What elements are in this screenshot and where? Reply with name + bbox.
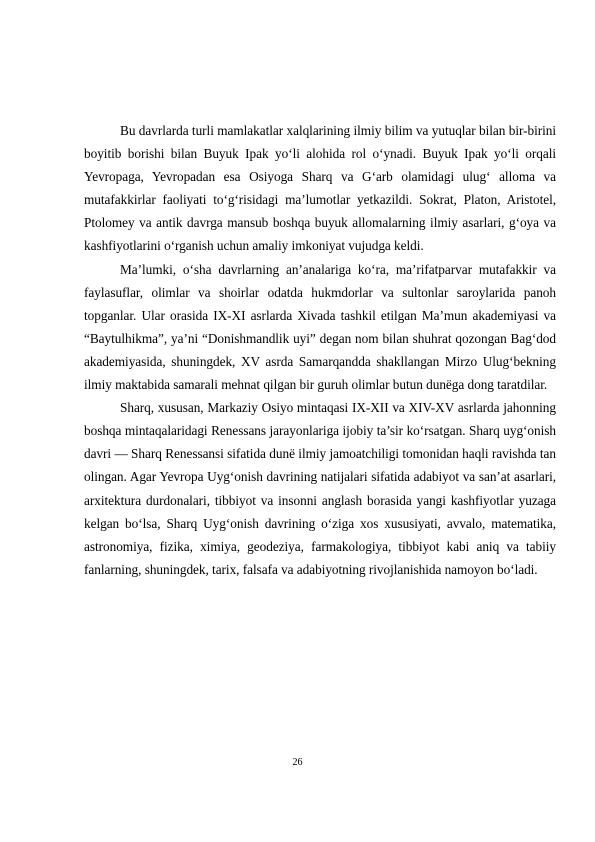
document-body	[84, 119, 556, 581]
paragraph: Sharq, xususan, Markaziy Osiyo mintaqasi IX-XII va XIV-XV asrlarda jahonning boshqa mintaqalaridagi Renessans jarayonlariga ijobiy ta’sir ko‘rsatgan. Sharq uyg‘onish davri — Sharq Renessansi sifatida dunё ilmiy jamoatchiligi tomonidan haqli ravishda tan olingan. Agar Yevropa Uyg‘onish davrining natijalari sifatida adabiyot va san’at asarlari, arxitektura durdonalari, tibbiyot va insonni anglash borasida yangi kashfiyotlar yuzaga kelgan bo‘lsa, Sharq Uyg‘onish davrining o‘ziga xos xususiyati, avvalo, matematika, astronomiya, fizika, ximiya, geodeziya, farmakologiya, tibbiyot kabi aniq va tabiiy fanlarning, shuningdek, tarix, falsafa va adabiyotning rivojlanishida namoyon bo‘ladi.	[84, 400, 556, 577]
paragraph: Ma’lumki, o‘sha davrlarning an’analariga ko‘ra, ma’rifatparvar mutafakkir va faylasuflar, olimlar va shoirlar odatda hukmdorlar va sultonlar saroylarida panoh topganlar. Ular orasida IX-XI asrlarda Xivada tashkil etilgan Ma’mun akademiyasi va “Baytulhikma”, ya’ni “Donishmandlik uyi” degan nom bilan shuhrat qozongan Bag‘dod akademiyasida, shuningdek, XV asrda Samarqandda shakllangan Mirzo Ulug‘bekning ilmiy maktabida samarali mehnat qilgan bir guruh olimlar butun dunёga dong taratdilar.	[84, 261, 556, 393]
page-number: 26	[292, 757, 303, 768]
paragraph: Bu davrlarda turli mamlakatlar xalqlarining ilmiy bilim va yutuqlar bilan bir-birini boyitib borishi bilan Buyuk Ipak yo‘li alohida rol o‘ynadi. Buyuk Ipak yo‘li orqali Yevropaga, Yevropadan esa Osiyoga Sharq va G‘arb olamidagi ulug‘ alloma va mutafakkirlar faoliyati to‘g‘risidagi ma’lumotlar yetkazildi. Sokrat, Platon, Aristotel, Ptolomey va antik davrga mansub boshqa buyuk allomalarning ilmiy asarlari, g‘oya va kashfiyotlarini o‘rganish uchun amaliy imkoniyat vujudga keldi.	[84, 123, 556, 254]
